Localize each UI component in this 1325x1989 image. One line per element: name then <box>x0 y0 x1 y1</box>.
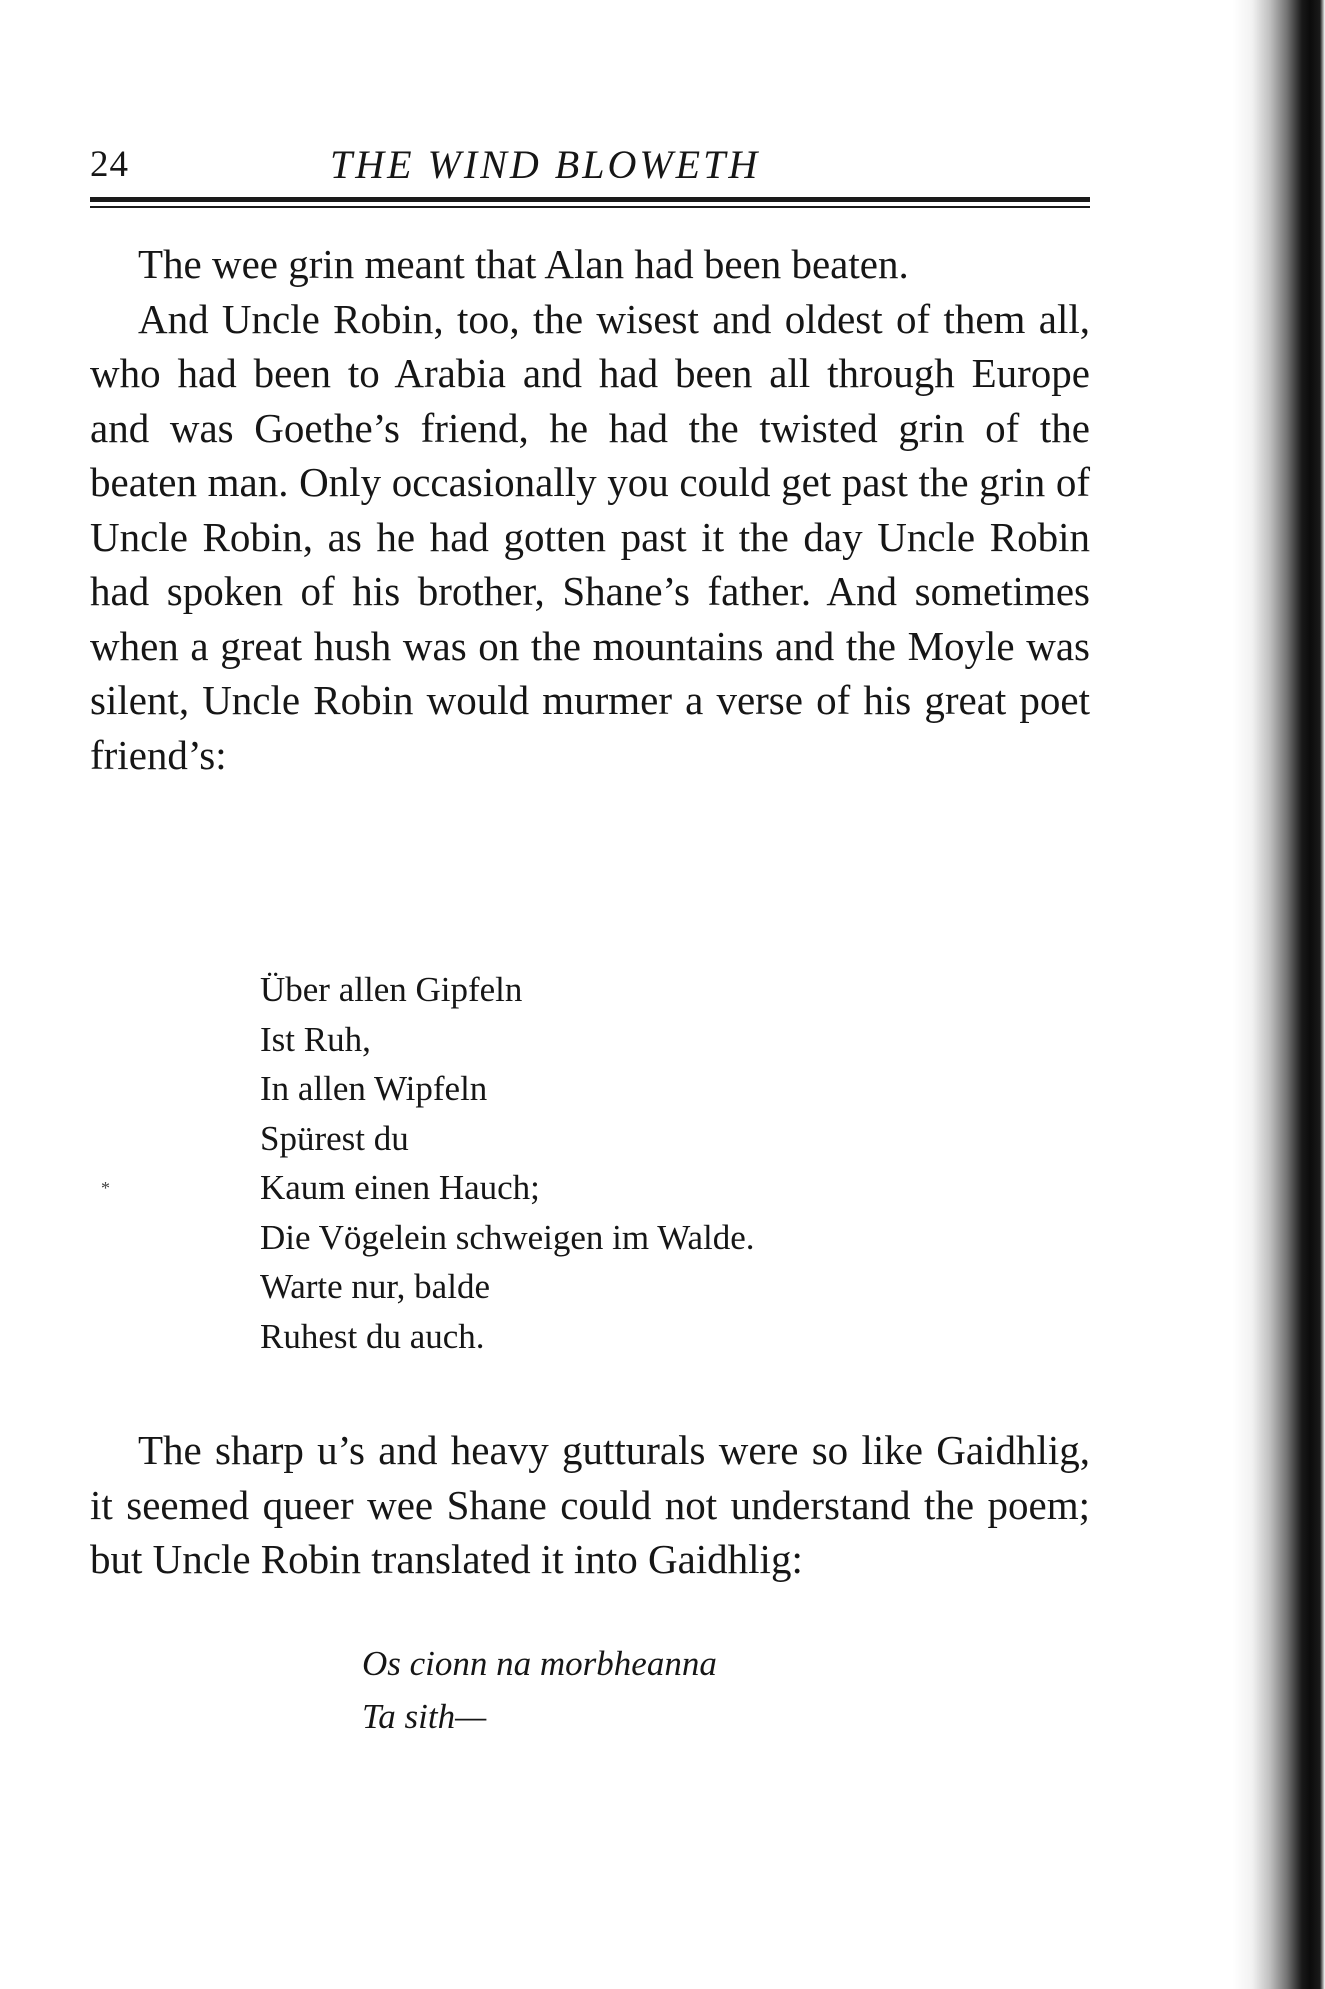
verse-line: Ruhest du auch. <box>260 1316 485 1356</box>
stray-ink-mark: * <box>101 1178 110 1198</box>
verse-line: Spürest du <box>260 1118 409 1158</box>
german-verse <box>260 965 1060 1361</box>
paragraph: The sharp u’s and heavy gutturals were so like Gaidhlig, it seemed queer wee Shane could not understand the poem; but Uncle Robin translated it into Gaidhlig: <box>90 1427 1090 1582</box>
paragraph: And Uncle Robin, too, the wisest and oldest of them all, who had been to Arabia and had been all through Europe and was Goethe’s friend, he had the twisted grin of the beaten man. Only occasionally you could get past the grin of Uncle Robin, as he had gotten past it the day Uncle Robin had spoken of his brother, Shane’s father. And sometimes when a great hush was on the mountains and the Moyle was silent, Uncle Robin would murmer a verse of his great poet friend’s: <box>90 295 1090 778</box>
verse-line: Ta sith— <box>362 1697 487 1736</box>
page-number: 24 <box>90 144 129 185</box>
header-rule-thick <box>90 197 1090 202</box>
gaelic-verse <box>362 1637 1062 1743</box>
binding-edge <box>1232 0 1325 1989</box>
verse-line: Os cionn na morbheanna <box>362 1644 717 1683</box>
verse-line: Über allen Gipfeln <box>260 970 523 1009</box>
body-text-continued <box>90 1423 1090 1587</box>
header-rule-thin <box>90 206 1090 208</box>
page-header <box>90 140 1090 190</box>
verse-line: Ist Ruh, <box>260 1019 371 1059</box>
paragraph: The wee grin meant that Alan had been beaten. <box>138 241 909 287</box>
verse-line: Die Vögelein schweigen im Walde. <box>260 1217 755 1257</box>
verse-line: In allen Wipfeln <box>260 1069 488 1108</box>
verse-line: Kaum einen Hauch; <box>260 1168 540 1207</box>
verse-line: Warte nur, balde <box>260 1267 490 1306</box>
running-title: THE WIND BLOWETH <box>330 142 761 187</box>
body-text <box>90 237 1090 782</box>
